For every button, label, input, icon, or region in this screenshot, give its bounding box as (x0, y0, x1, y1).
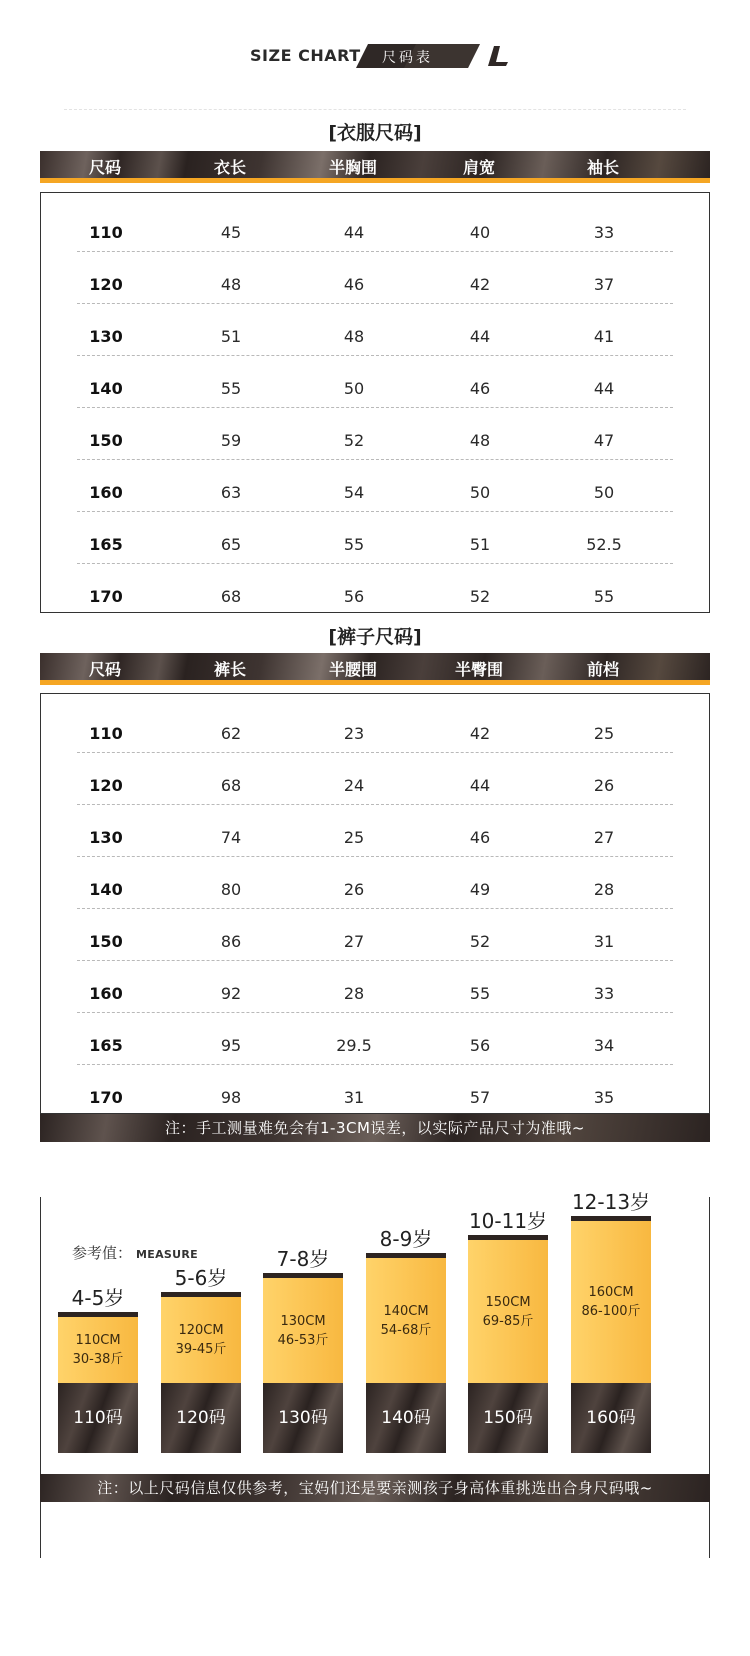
row-divider (77, 752, 673, 753)
table-cell-size: 120 (89, 776, 123, 795)
table-cell-c2: 26 (343, 880, 365, 899)
clothes-col-size: 尺码 (88, 158, 121, 177)
table-cell-c4: 41 (593, 327, 615, 346)
table-cell-c4: 35 (593, 1088, 615, 1107)
age-range-label: 10-11岁 (468, 1209, 548, 1233)
table-cell-c1: 80 (220, 880, 242, 899)
table-cell-size: 110 (89, 223, 123, 242)
table-row (41, 1016, 709, 1071)
table-cell-c1: 62 (220, 724, 242, 743)
pants-col-length: 裤长 (213, 660, 246, 679)
table-cell-c4: 34 (593, 1036, 615, 1055)
table-cell-size: 130 (89, 327, 123, 346)
size-code-label: 120码 (161, 1383, 241, 1453)
size-chart-title: SIZE CHART (250, 46, 361, 65)
table-cell-c4: 28 (593, 880, 615, 899)
size-code-label: 110码 (58, 1383, 138, 1453)
table-cell-c1: 68 (220, 587, 242, 606)
table-cell-c1: 48 (220, 275, 242, 294)
size-code-label: 140码 (366, 1383, 446, 1453)
table-cell-c1: 45 (220, 223, 242, 242)
table-cell-c3: 52 (469, 932, 491, 951)
table-cell-c2: 28 (343, 984, 365, 1003)
clothes-col-chest: 半胸围 (328, 158, 377, 177)
table-row (41, 255, 709, 310)
table-cell-size: 170 (89, 587, 123, 606)
pants-col-waist: 半腰围 (328, 660, 377, 679)
weight-value: 86-100斤 (581, 1304, 641, 1319)
table-cell-c4: 26 (593, 776, 615, 795)
table-cell-c1: 63 (220, 483, 242, 502)
table-cell-size: 140 (89, 379, 123, 398)
weight-value: 46-53斤 (277, 1332, 329, 1348)
table-cell-c3: 52 (469, 587, 491, 606)
table-cell-size: 160 (89, 984, 123, 1003)
pants-col-size: 尺码 (88, 660, 121, 679)
table-cell-c3: 42 (469, 724, 491, 743)
table-cell-c1: 51 (220, 327, 242, 346)
table-cell-c4: 55 (593, 587, 615, 606)
size-chart-header (0, 44, 750, 68)
table-cell-c3: 57 (469, 1088, 491, 1107)
row-divider (77, 459, 673, 460)
table-cell-c1: 95 (220, 1036, 242, 1055)
size-chart-badge-text: 尺码表 (382, 50, 433, 66)
age-range-label: 7-8岁 (276, 1247, 330, 1271)
row-divider (77, 407, 673, 408)
size-chart-badge (356, 44, 480, 68)
table-cell-c2: 56 (343, 587, 365, 606)
table-cell-c3: 44 (469, 327, 491, 346)
height-weight-info (161, 1321, 241, 1359)
table-cell-c3: 56 (469, 1036, 491, 1055)
size-code-label: 150码 (468, 1383, 548, 1453)
table-row (41, 203, 709, 258)
age-range-label: 4-5岁 (71, 1286, 125, 1310)
height-value: 160CM (588, 1285, 634, 1300)
table-row (41, 756, 709, 811)
table-cell-c2: 46 (343, 275, 365, 294)
table-cell-c2: 48 (343, 327, 365, 346)
height-value: 140CM (383, 1303, 429, 1319)
height-weight-info (58, 1331, 138, 1369)
table-cell-c4: 25 (593, 724, 615, 743)
measure-label-en: MEASURE (136, 1248, 198, 1261)
table-row (41, 704, 709, 759)
clothes-col-length: 衣长 (213, 158, 246, 177)
size-code-label: 160码 (571, 1383, 651, 1453)
table-cell-c2: 54 (343, 483, 365, 502)
weight-value: 54-68斤 (380, 1322, 432, 1338)
row-divider (77, 960, 673, 961)
pants-header-bar (40, 653, 710, 685)
table-cell-c2: 25 (343, 828, 365, 847)
pants-col-rise: 前档 (586, 660, 619, 679)
weight-value: 30-38斤 (72, 1352, 124, 1367)
table-cell-c3: 44 (469, 776, 491, 795)
table-cell-size: 170 (89, 1088, 123, 1107)
table-cell-size: 150 (89, 431, 123, 450)
table-cell-size: 160 (89, 483, 123, 502)
table-cell-c4: 33 (593, 223, 615, 242)
table-cell-c1: 55 (220, 379, 242, 398)
table-cell-c1: 65 (220, 535, 242, 554)
table-row (41, 411, 709, 466)
table-cell-c2: 27 (343, 932, 365, 951)
table-cell-c4: 33 (593, 984, 615, 1003)
table-cell-c4: 47 (593, 431, 615, 450)
row-divider (77, 563, 673, 564)
height-value: 150CM (485, 1294, 531, 1310)
table-cell-c3: 40 (469, 223, 491, 242)
table-row (41, 860, 709, 915)
age-range-label: 12-13岁 (571, 1190, 651, 1214)
table-cell-size: 130 (89, 828, 123, 847)
weight-value: 69-85斤 (482, 1313, 534, 1329)
reference-disclaimer-note: 注：以上尺码信息仅供参考，宝妈们还是要亲测孩子身高体重挑选出合身尺码哦~ (40, 1474, 710, 1502)
table-cell-c4: 52.5 (586, 535, 622, 554)
height-value: 120CM (178, 1323, 224, 1338)
table-cell-c3: 50 (469, 483, 491, 502)
table-cell-c3: 46 (469, 379, 491, 398)
table-cell-c2: 55 (343, 535, 365, 554)
table-row (41, 912, 709, 967)
table-cell-c2: 31 (343, 1088, 365, 1107)
header-divider (64, 109, 686, 110)
age-range-label: 5-6岁 (174, 1266, 228, 1290)
table-cell-c2: 50 (343, 379, 365, 398)
age-range-label: 8-9岁 (379, 1227, 433, 1251)
row-divider (77, 804, 673, 805)
pants-table (40, 693, 710, 1114)
table-cell-c1: 98 (220, 1088, 242, 1107)
row-divider (77, 303, 673, 304)
clothes-table (40, 192, 710, 613)
table-row (41, 515, 709, 570)
row-divider (77, 251, 673, 252)
table-cell-size: 165 (89, 1036, 123, 1055)
clothes-section-title: [衣服尺码] (328, 122, 422, 144)
table-row (41, 964, 709, 1019)
table-cell-c3: 51 (469, 535, 491, 554)
table-cell-c3: 46 (469, 828, 491, 847)
height-weight-info (366, 1302, 446, 1340)
table-cell-size: 150 (89, 932, 123, 951)
row-divider (77, 1064, 673, 1065)
table-cell-c2: 44 (343, 223, 365, 242)
table-row (41, 359, 709, 414)
height-weight-info (468, 1293, 548, 1331)
row-divider (77, 511, 673, 512)
table-cell-size: 165 (89, 535, 123, 554)
table-cell-c2: 24 (343, 776, 365, 795)
table-cell-c1: 74 (220, 828, 242, 847)
table-cell-c1: 59 (220, 431, 242, 450)
table-cell-c3: 49 (469, 880, 491, 899)
table-cell-c4: 27 (593, 828, 615, 847)
pants-section-title: [裤子尺码] (328, 626, 422, 648)
height-weight-info (571, 1283, 651, 1321)
table-row (41, 808, 709, 863)
table-cell-c1: 92 (220, 984, 242, 1003)
table-cell-c3: 48 (469, 431, 491, 450)
weight-value: 39-45斤 (175, 1342, 227, 1357)
table-cell-c2: 23 (343, 724, 365, 743)
row-divider (77, 355, 673, 356)
table-row (41, 567, 709, 622)
table-cell-size: 140 (89, 880, 123, 899)
table-cell-c4: 44 (593, 379, 615, 398)
table-cell-c4: 37 (593, 275, 615, 294)
table-cell-c2: 52 (343, 431, 365, 450)
table-cell-c1: 68 (220, 776, 242, 795)
table-cell-c4: 50 (593, 483, 615, 502)
height-weight-info (263, 1312, 343, 1350)
table-row (41, 463, 709, 518)
row-divider (77, 908, 673, 909)
clothes-header-bar (40, 151, 710, 183)
brand-l-logo (488, 44, 510, 68)
table-row (41, 307, 709, 362)
table-cell-size: 110 (89, 724, 123, 743)
measurement-error-note: 注：手工测量难免会有1-3CM误差，以实际产品尺寸为准哦~ (40, 1114, 710, 1142)
height-value: 110CM (75, 1333, 121, 1348)
measure-label (72, 1242, 198, 1263)
height-value: 130CM (280, 1313, 326, 1329)
table-cell-c1: 86 (220, 932, 242, 951)
pants-col-hip: 半臀围 (454, 660, 503, 679)
measure-label-cn: 参考值： (72, 1244, 133, 1262)
table-cell-c4: 31 (593, 932, 615, 951)
clothes-col-sleeve: 袖长 (586, 158, 619, 177)
table-cell-c3: 42 (469, 275, 491, 294)
clothes-col-shoulder: 肩宽 (462, 158, 495, 177)
size-code-label: 130码 (263, 1383, 343, 1453)
table-cell-c3: 55 (469, 984, 491, 1003)
row-divider (77, 1012, 673, 1013)
row-divider (77, 856, 673, 857)
table-cell-size: 120 (89, 275, 123, 294)
table-cell-c2: 29.5 (336, 1036, 372, 1055)
